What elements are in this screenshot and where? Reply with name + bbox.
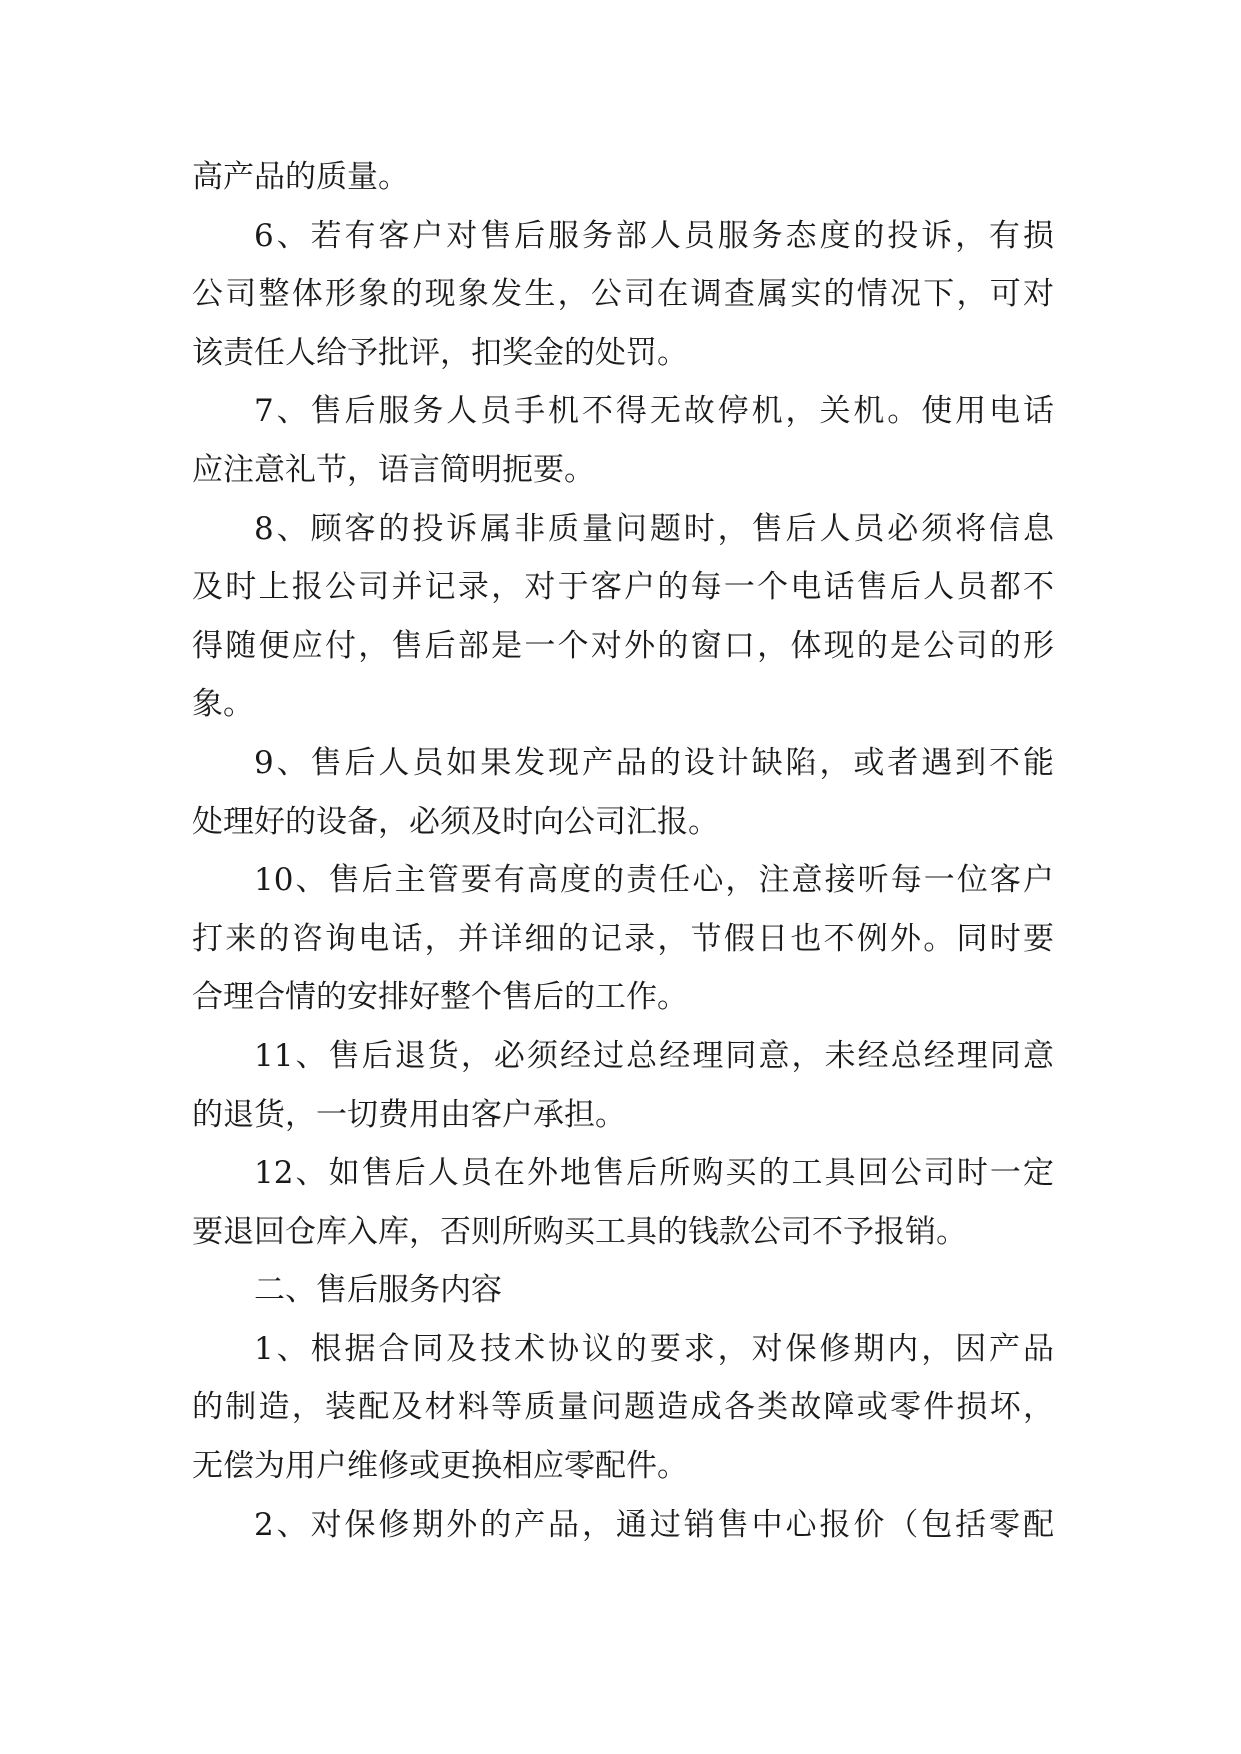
text-line: 公司整体形象的现象发生，公司在调查属实的情况下，可对 <box>192 276 1054 313</box>
text-line: 二、售后服务内容 <box>254 1272 502 1309</box>
text-line: 无偿为用户维修或更换相应零配件。 <box>192 1448 688 1485</box>
text-line: 12、如售后人员在外地售后所购买的工具回公司时一定 <box>254 1155 1054 1192</box>
text-line: 打来的咨询电话，并详细的记录，节假日也不例外。同时要 <box>192 920 1054 957</box>
text-line: 10、售后主管要有高度的责任心，注意接听每一位客户 <box>254 862 1054 899</box>
text-line: 得随便应付，售后部是一个对外的窗口，体现的是公司的形 <box>192 627 1054 664</box>
text-line: 7、售后服务人员手机不得无故停机，关机。使用电话 <box>254 393 1054 430</box>
text-line: 处理好的设备，必须及时向公司汇报。 <box>192 803 719 840</box>
text-line: 2、对保修期外的产品，通过销售中心报价（包括零配 <box>254 1506 1054 1543</box>
text-line: 要退回仓库入库，否则所购买工具的钱款公司不予报销。 <box>192 1213 967 1250</box>
text-line: 的制造，装配及材料等质量问题造成各类故障或零件损坏， <box>192 1389 1054 1426</box>
text-line: 1、根据合同及技术协议的要求，对保修期内，因产品 <box>254 1330 1054 1367</box>
text-line: 6、若有客户对售后服务部人员服务态度的投诉，有损 <box>254 217 1054 254</box>
text-line: 9、售后人员如果发现产品的设计缺陷，或者遇到不能 <box>254 744 1054 781</box>
text-line: 及时上报公司并记录，对于客户的每一个电话售后人员都不 <box>192 569 1054 606</box>
text-line: 的退货，一切费用由客户承担。 <box>192 1096 626 1133</box>
text-line: 8、顾客的投诉属非质量问题时，售后人员必须将信息 <box>254 510 1054 547</box>
text-line: 合理合情的安排好整个售后的工作。 <box>192 979 688 1016</box>
document-body <box>192 148 1054 1554</box>
text-line: 高产品的质量。 <box>192 159 409 195</box>
text-line: 11、售后退货，必须经过总经理同意，未经总经理同意 <box>254 1037 1054 1074</box>
text-line: 象。 <box>192 686 254 723</box>
text-line: 该责任人给予批评，扣奖金的处罚。 <box>192 334 688 371</box>
text-line: 应注意礼节，语言简明扼要。 <box>192 451 595 488</box>
